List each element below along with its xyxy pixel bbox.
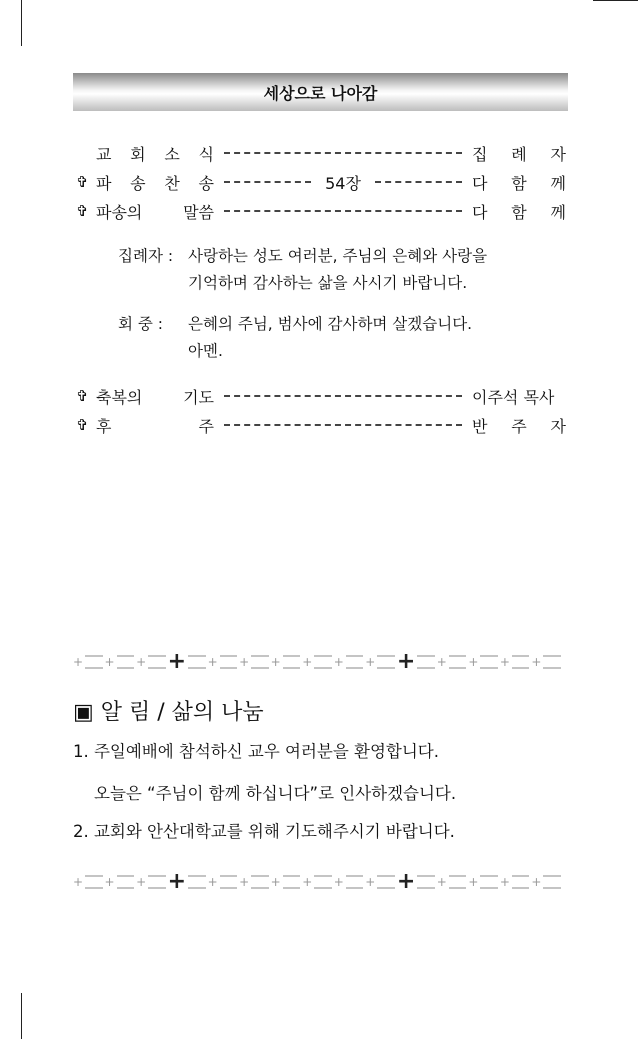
small-cross-icon: + <box>531 655 542 669</box>
small-cross-icon: + <box>499 655 510 669</box>
order-label <box>96 171 214 194</box>
order-label <box>96 200 214 223</box>
small-cross-icon: + <box>270 655 281 669</box>
label-part: 찬 <box>164 173 180 193</box>
hymn-number: 54장 <box>325 173 361 193</box>
order-label <box>96 385 214 408</box>
leader-dashes <box>224 424 462 426</box>
small-cross-icon: + <box>104 875 115 889</box>
small-cross-icon: + <box>468 875 479 889</box>
small-cross-icon: + <box>365 655 376 669</box>
chain-link <box>449 655 466 669</box>
speaker: 회 중 : <box>118 315 164 333</box>
chain-link <box>283 875 300 889</box>
chain-link <box>251 875 268 889</box>
label-part: 식 <box>198 144 214 164</box>
crop-mark <box>593 0 638 1</box>
chain-link <box>543 655 560 669</box>
small-cross-icon: + <box>333 875 344 889</box>
order-row <box>76 384 566 408</box>
label-part: 주 <box>198 416 214 436</box>
small-cross-icon: + <box>365 875 376 889</box>
chain-link <box>283 655 300 669</box>
notice-item: 오늘은 “주님이 함께 하십니다”로 인사하겠습니다. <box>94 784 457 803</box>
leader-dashes <box>224 395 462 397</box>
chain-link <box>377 655 394 669</box>
small-cross-icon: + <box>207 875 218 889</box>
chain-link <box>449 875 466 889</box>
chain-link <box>148 875 165 889</box>
label-part: 말씀 <box>183 202 214 222</box>
label-part: 교 <box>96 144 112 164</box>
cross-divider <box>73 869 561 894</box>
small-cross-icon: + <box>207 655 218 669</box>
chain-link <box>346 875 363 889</box>
cross-icon: + <box>167 649 187 674</box>
notice-item: 1. 주일예배에 참석하신 교우 여러분을 환영합니다. <box>73 742 439 761</box>
leader-dashes <box>224 152 462 154</box>
order-row <box>76 413 566 437</box>
small-cross-icon: + <box>468 655 479 669</box>
leader-dashes <box>375 181 462 183</box>
leader-part: 주 <box>511 416 527 436</box>
small-cross-icon: + <box>239 875 250 889</box>
order-row <box>76 141 566 165</box>
chain-link <box>512 655 529 669</box>
chain-link <box>117 655 134 669</box>
leader-part: 함 <box>511 202 527 222</box>
chain-link <box>220 875 237 889</box>
label-part: 송 <box>198 173 214 193</box>
order-row <box>76 199 566 223</box>
small-cross-icon: + <box>436 875 447 889</box>
cross-icon: ✞ <box>76 416 89 434</box>
label-part: 소 <box>164 144 180 164</box>
leader-part: 다 <box>472 173 488 193</box>
order-leader <box>472 414 566 437</box>
chain-link <box>148 655 165 669</box>
responsive-reading-congregation <box>118 311 472 365</box>
notice-item: 2. 교회와 안산대학교를 위해 기도해주시기 바랍니다. <box>73 822 455 841</box>
crop-mark <box>21 0 22 46</box>
cross-icon: + <box>396 869 416 894</box>
crop-mark <box>21 993 22 1039</box>
label-part: 파송의 <box>96 202 143 222</box>
chain-link <box>512 875 529 889</box>
chain-link <box>377 875 394 889</box>
label-part: 파 <box>96 173 112 193</box>
label-part: 회 <box>130 144 146 164</box>
chain-link <box>314 655 331 669</box>
order-leader <box>472 385 566 408</box>
small-cross-icon: + <box>73 875 84 889</box>
cross-icon: ✞ <box>76 173 89 191</box>
chain-link <box>417 655 434 669</box>
order-leader <box>472 171 566 194</box>
chain-link <box>251 655 268 669</box>
small-cross-icon: + <box>73 655 84 669</box>
reading-line: 기억하며 감사하는 삶을 사시기 바랍니다. <box>188 274 468 292</box>
leader-part: 함 <box>511 173 527 193</box>
small-cross-icon: + <box>302 655 313 669</box>
order-leader <box>472 142 566 165</box>
cross-icon: + <box>396 649 416 674</box>
chain-link <box>417 875 434 889</box>
small-cross-icon: + <box>270 875 281 889</box>
order-label <box>96 142 214 165</box>
section-header: 세상으로 나아감 <box>73 73 568 111</box>
small-cross-icon: + <box>499 875 510 889</box>
leader-part: 자 <box>550 144 566 164</box>
leader-part: 께 <box>550 173 567 193</box>
leader-part: 자 <box>550 416 566 436</box>
small-cross-icon: + <box>104 655 115 669</box>
order-row <box>76 170 566 194</box>
chain-link <box>480 875 497 889</box>
chain-link <box>117 875 134 889</box>
chain-link <box>188 875 205 889</box>
small-cross-icon: + <box>136 875 147 889</box>
chain-link <box>85 875 102 889</box>
label-part: 송 <box>130 173 146 193</box>
small-cross-icon: + <box>239 655 250 669</box>
reading-line: 아멘. <box>188 342 223 360</box>
cross-icon: + <box>167 869 187 894</box>
order-leader <box>472 200 566 223</box>
label-part: 축복의 <box>96 387 143 407</box>
order-label <box>96 414 214 437</box>
chain-link <box>220 655 237 669</box>
chain-link <box>480 655 497 669</box>
responsive-reading-leader <box>118 243 487 297</box>
small-cross-icon: + <box>436 655 447 669</box>
cross-divider <box>73 649 561 674</box>
chain-link <box>346 655 363 669</box>
leader-dashes <box>224 181 311 183</box>
label-part: 후 <box>96 416 112 436</box>
leader-part: 례 <box>511 144 527 164</box>
leader-part: 다 <box>472 202 488 222</box>
cross-icon: ✞ <box>76 202 89 220</box>
label-part: 기도 <box>183 387 214 407</box>
chain-link <box>314 875 331 889</box>
small-cross-icon: + <box>136 655 147 669</box>
leader-dashes <box>224 210 462 212</box>
leader-part: 반 <box>472 416 488 436</box>
chain-link <box>543 875 560 889</box>
notices-title: ▣ 알 림 / 삶의 나눔 <box>73 700 264 725</box>
small-cross-icon: + <box>333 655 344 669</box>
leader-part: 이주석 목사 <box>472 387 555 407</box>
chain-link <box>188 655 205 669</box>
small-cross-icon: + <box>302 875 313 889</box>
speaker: 집례자 : <box>118 247 174 265</box>
small-cross-icon: + <box>531 875 542 889</box>
leader-part: 집 <box>472 144 488 164</box>
leader-part: 께 <box>550 202 566 222</box>
cross-icon: ✞ <box>76 387 89 405</box>
reading-line: 사랑하는 성도 여러분, 주님의 은혜와 사랑을 <box>188 247 488 265</box>
chain-link <box>85 655 102 669</box>
reading-line: 은혜의 주님, 범사에 감사하며 살겠습니다. <box>188 315 473 333</box>
